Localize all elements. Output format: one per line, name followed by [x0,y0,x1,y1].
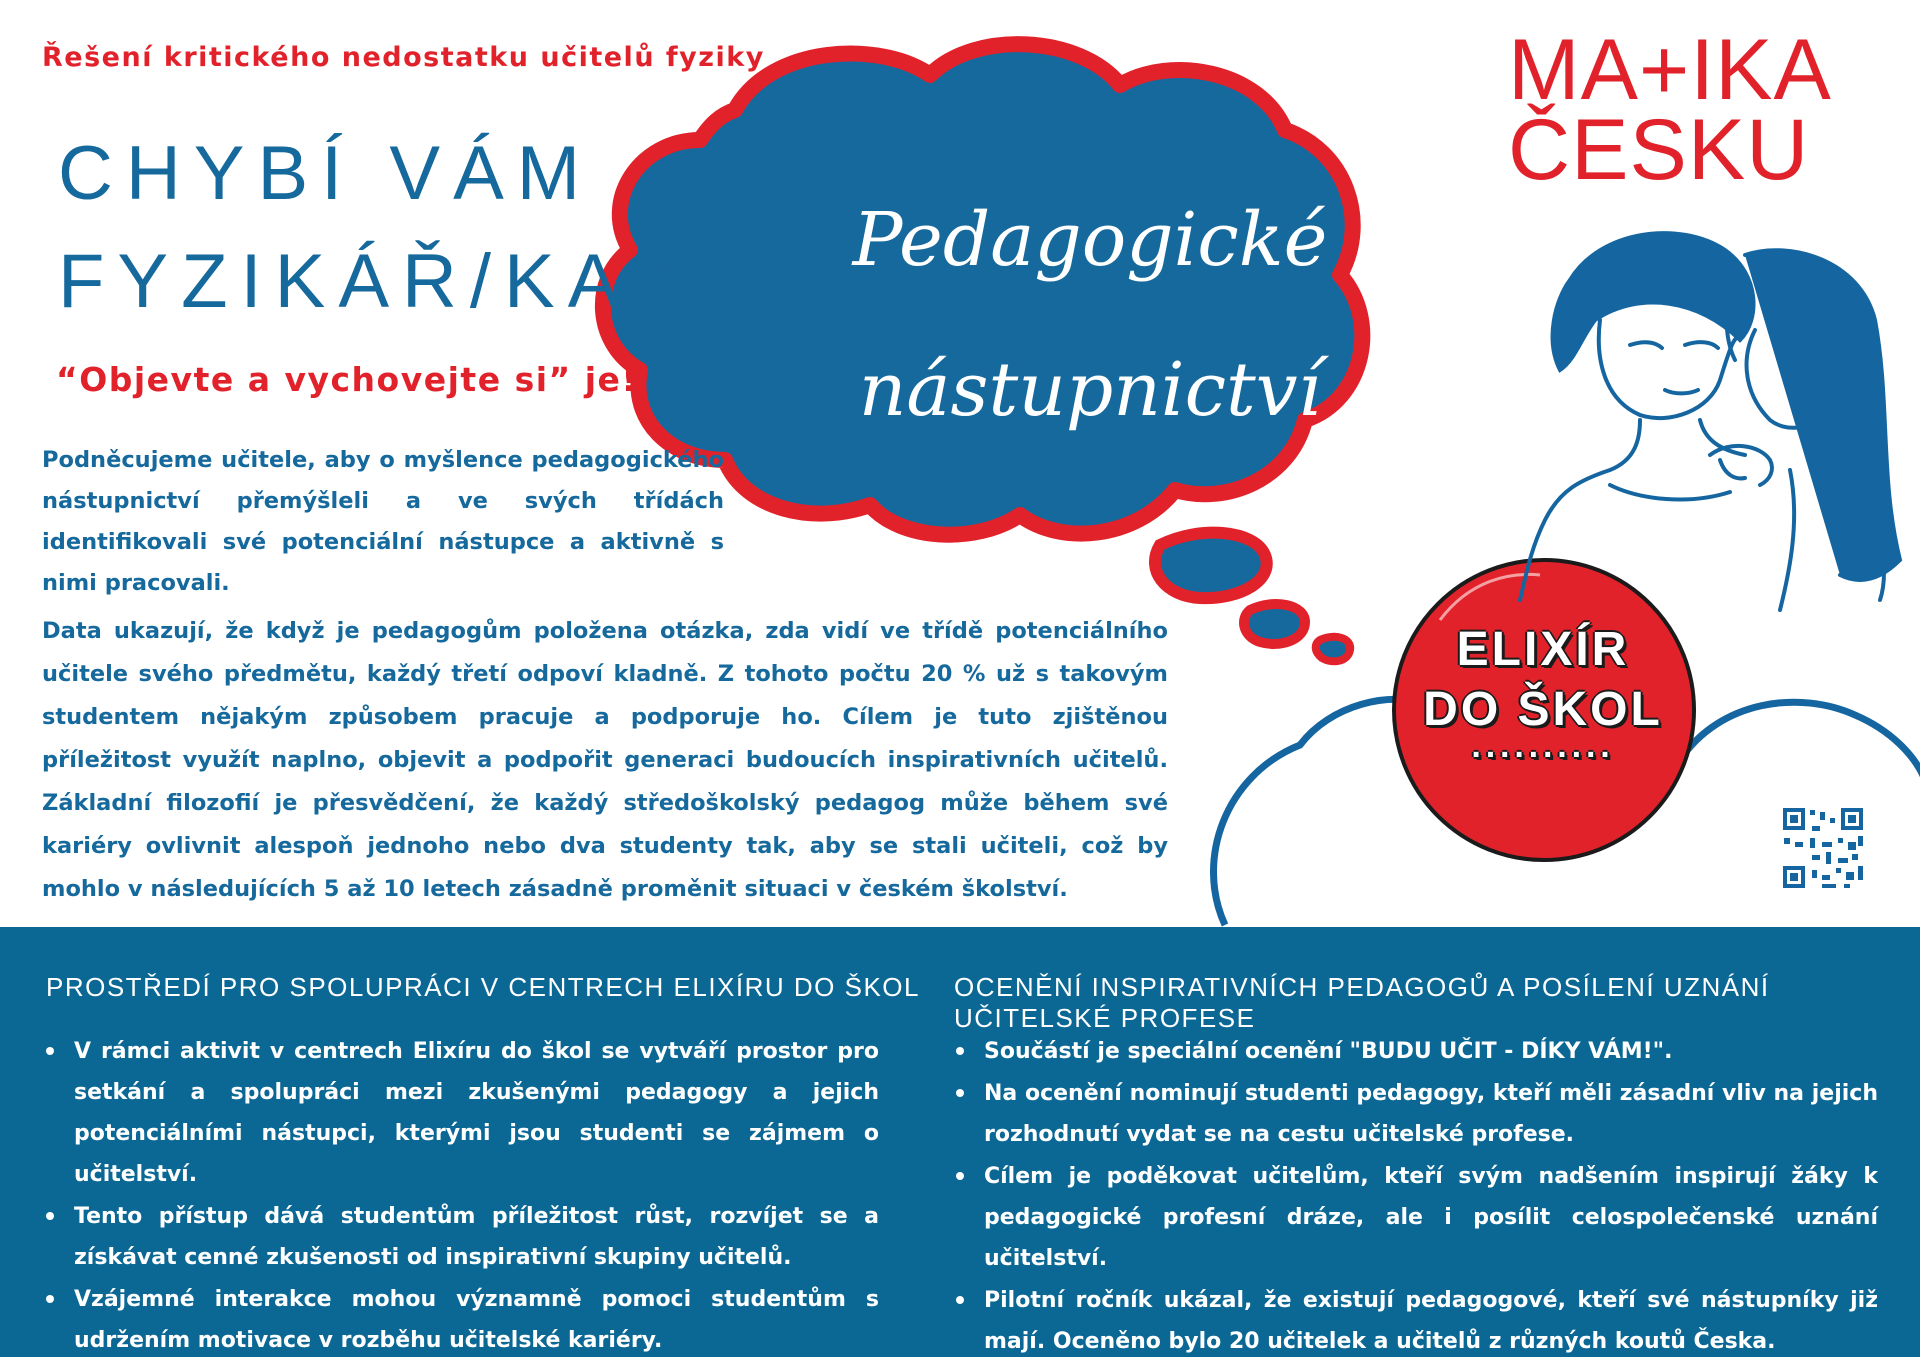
kicker-text: Řešení kritického nedostatku učitelů fyziky [42,42,765,73]
list-item: Pilotní ročník ukázal, že existují pedagogové, kteří své nástupníky již mají. Oceněno bylo 20 učitelek a učitelů z různých koutů Česka. [956,1280,1878,1362]
headline-line-1: CHYBÍ VÁM [58,131,594,216]
teachers-illustration [1520,233,1900,610]
logo-line-1: MA+IKA [1508,22,1832,118]
bubble-title-line-1: Pedagogické [852,197,1328,283]
qr-code-icon [1781,806,1865,890]
elixir-line-2: DO ŠKOL [1423,683,1663,736]
right-section-list [956,1031,1878,1363]
elixir-badge [1393,620,1693,774]
list-item: Tento přístup dává studentům příležitost růst, rozvíjet se a získávat cenné zkušenosti od inspirativní skupiny učitelů. [46,1196,879,1278]
elixir-line-1: ELIXÍR [1456,623,1630,676]
list-item: V rámci aktivit v centrech Elixíru do škol se vytváří prostor pro setkání a spolupráci mezi zkušenými pedagogy a jejich potenciálními nástupci, kterými jsou studenti se zájmem o učitelství. [46,1031,879,1195]
list-item: Vzájemné interakce mohou významně pomoci studentům s udržením motivace v rozběhu učitelské kariéry. [46,1279,879,1361]
headline-line-2: FYZIKÁŘ/KA? [58,239,687,324]
left-section-title: PROSTŘEDÍ PRO SPOLUPRÁCI V CENTRECH ELIXÍRU DO ŠKOL [46,972,920,1002]
right-section-title: OCENĚNÍ INSPIRATIVNÍCH PEDAGOGŮ A POSÍLENÍ UZNÁNÍ UČITELSKÉ PROFESE [954,972,1770,1033]
data-paragraph: Data ukazují, že když je pedagogům položena otázka, zda vidí ve třídě potenciálního učitele svého předmětu, každý třetí odpoví kladně. Z tohoto počtu 20 % už s takovým studentem nějakým způsobem pracuje a podporuje ho. Cílem je tuto zjištěnou příležitost využít naplno, objevit a podpořit generaci budoucích inspirativních učitelů. Základní filozofií je přesvědčení, že každý středoškolský pedagog může během své kariéry ovlivnit alespoň jednoho nebo dva studenty tak, aby se stali učiteli, což by mohlo v následujících 5 až 10 letech zásadně proměnit situaci v českém školství. [42,618,1168,902]
elixir-dots: ·········· [1471,736,1615,774]
list-item: Součástí je speciální ocenění "BUDU UČIT - DÍKY VÁM!". [956,1031,1878,1072]
slogan: “Objevte a vychovejte si” je! [56,360,638,399]
logo-line-2: ČESKU [1508,102,1810,198]
headline [58,120,687,336]
intro-paragraph: Podněcujeme učitele, aby o myšlence pedagogického nástupnictví přemýšleli a ve svých třídách identifikovali své potenciální nástupce a aktivně s nimi pracovali. [42,447,724,596]
bubble-title-line-2: nástupnictví [858,347,1322,433]
list-item: Cílem je poděkovat učitelům, kteří svým nadšením inspirují žáky k pedagogické profesní dráze, ale i posílit celospolečenské uznání učitelství. [956,1156,1878,1279]
left-section-list [46,1031,879,1362]
bubble-title [790,165,1390,465]
list-item: Na ocenění nominují studenti pedagogy, kteří měli zásadní vliv na jejich rozhodnutí vydat se na cestu učitelské profese. [956,1073,1878,1155]
logo [1508,22,1832,198]
